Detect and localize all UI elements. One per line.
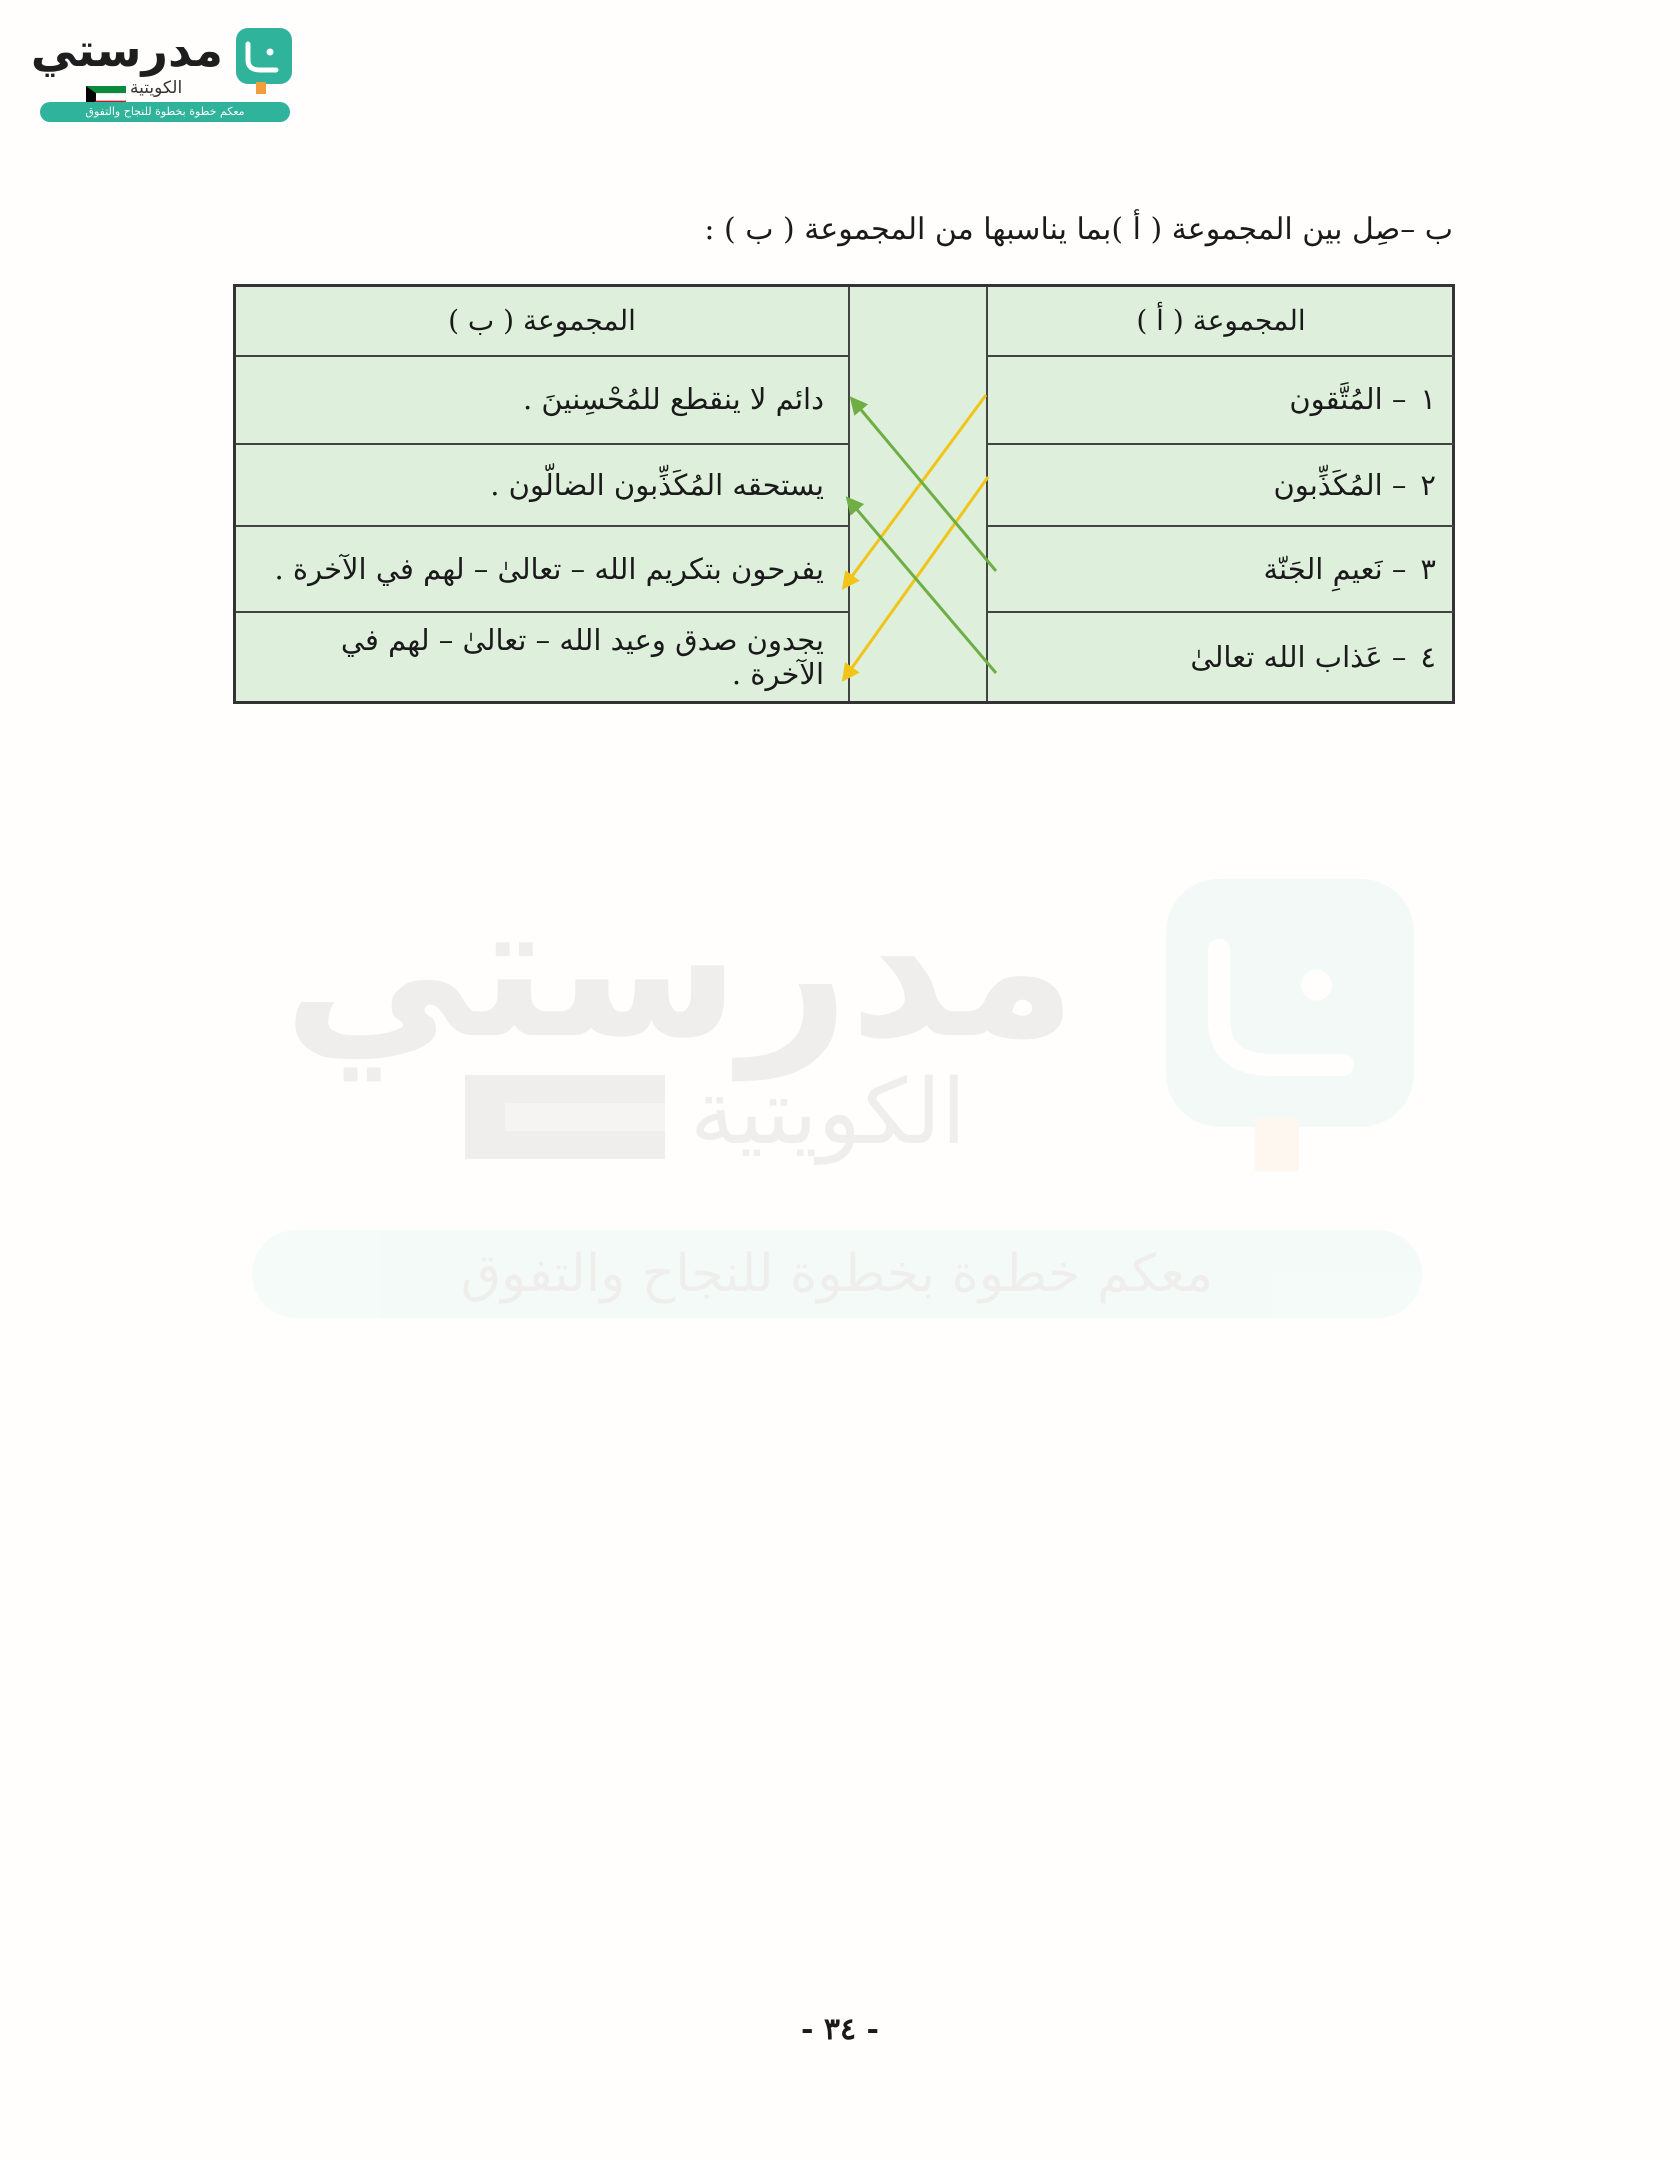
watermark-book-icon — [1150, 870, 1430, 1180]
answer-gap-column — [848, 287, 986, 701]
item-number: ٢ — [1420, 468, 1436, 502]
watermark-tagline: معكم خطوة بخطوة للنجاح والتفوق — [252, 1230, 1422, 1318]
group-a-header: المجموعة ( أ ) — [988, 287, 1454, 357]
group-b-header: المجموعة ( ب ) — [236, 287, 848, 357]
group-a-column — [986, 287, 1454, 701]
logo-title: مدرستي — [30, 23, 223, 77]
item-text: المُتَّقون — [1289, 382, 1383, 416]
watermark-subtitle: الكويتية — [690, 1060, 967, 1165]
logo-subtitle: الكويتية — [130, 78, 183, 98]
group-b-item: يستحقه المُكَذِّبون الضالّون . — [236, 445, 848, 527]
item-text: نَعيمِ الجَنّة — [1263, 552, 1383, 586]
page-number: - ٣٤ - — [800, 2012, 880, 2047]
group-a-item: ٢ – المُكَذِّبون — [988, 445, 1454, 527]
item-number: ٤ — [1420, 640, 1436, 674]
brand-logo — [30, 22, 298, 126]
group-a-item: ١ – المُتَّقون — [988, 355, 1454, 445]
group-b-item: يفرحون بتكريم الله – تعالىٰ – لهم في الآخرة . — [236, 527, 848, 613]
matching-table — [233, 284, 1455, 704]
item-number: ١ — [1420, 382, 1436, 416]
watermark-title: مدرستي — [283, 859, 1077, 1080]
logo-tagline: معكم خطوة بخطوة للنجاح والتفوق — [40, 102, 290, 122]
item-text: عَذاب الله تعالىٰ — [1190, 640, 1383, 674]
watermark-flag-icon — [465, 1075, 665, 1159]
group-b-item: دائم لا ينقطع للمُحْسِنينَ . — [236, 355, 848, 445]
item-text: المُكَذِّبون — [1273, 468, 1383, 502]
exercise-instruction: ب –صِل بين المجموعة ( أ )بما يناسبها من المجموعة ( ب ) : — [704, 212, 1453, 247]
group-a-item: ٣ – نَعيمِ الجَنّة — [988, 527, 1454, 613]
group-b-column — [236, 287, 850, 701]
group-b-item: يجدون صدق وعيد الله – تعالىٰ – لهم في الآخرة . — [340, 623, 824, 691]
watermark — [250, 860, 1450, 1330]
group-a-item: ٤ – عَذاب الله تعالىٰ — [1190, 640, 1436, 674]
book-icon — [234, 26, 294, 96]
item-number: ٣ — [1420, 552, 1436, 586]
